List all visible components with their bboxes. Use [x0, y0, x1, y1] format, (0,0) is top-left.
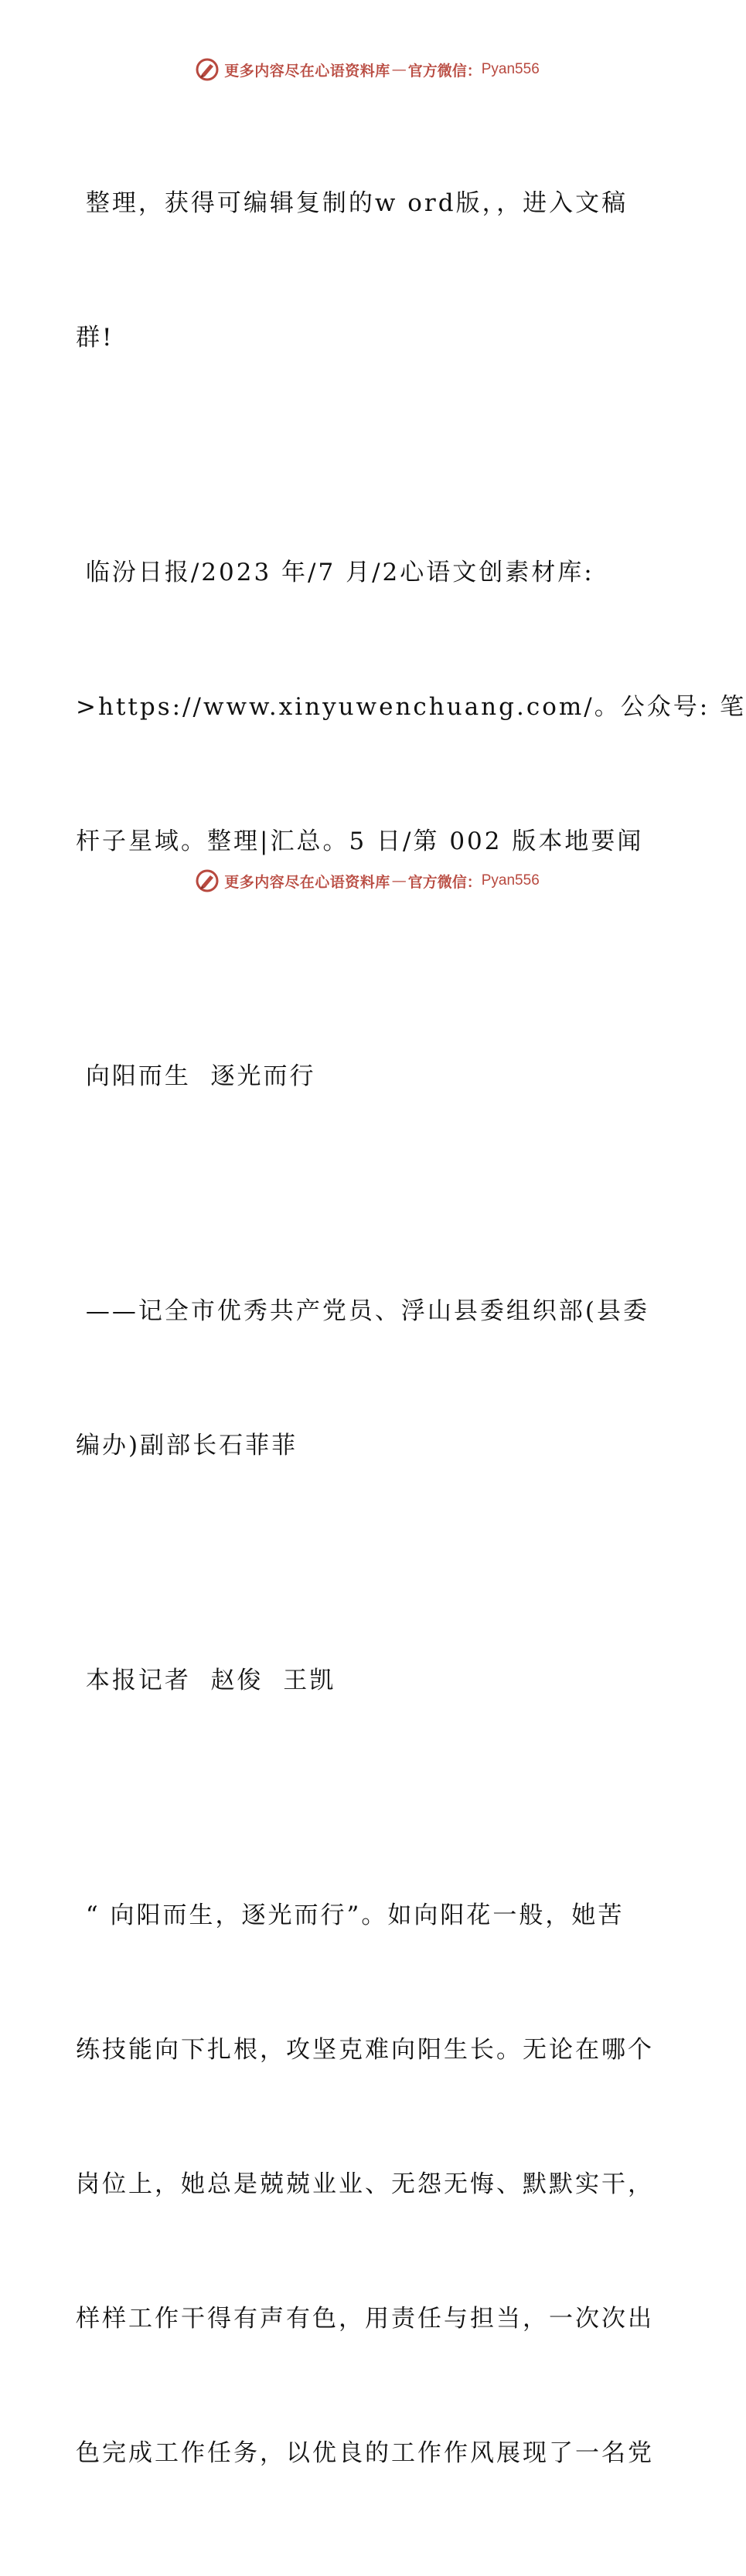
headline	[76, 964, 663, 1188]
text-line: 岗位上，她总是兢兢业业、无怨无悔、默默实干，	[76, 2170, 654, 2198]
text-line: 本报记者 赵俊 王凯	[76, 1667, 336, 1694]
text-line: 杆子星域。整理|汇总。5 日/第 002 版本地要闻	[76, 828, 644, 855]
banner-wechat-label: 官方微信：	[407, 873, 482, 891]
subtitle	[76, 1199, 663, 1558]
text-line: ——记全市优秀共产党员、浮山县委组织部(县委	[76, 1297, 649, 1325]
text-line: 色完成工作任务，以优良的工作作风展现了一名党	[76, 2439, 654, 2467]
text-line: >https://www.xinyuwenchuang.com/。公众号: 笔	[76, 693, 746, 721]
text-line: 向阳而生 逐光而行	[76, 1062, 316, 1090]
banner-text: 更多内容尽在心语资料库	[224, 62, 390, 80]
header-banner	[0, 56, 734, 83]
footer-banner	[0, 867, 734, 895]
text-line: “ 向阳而生，逐光而行”。如向阳花一般，她苦	[76, 1901, 625, 1929]
body-paragraph	[76, 1803, 663, 2565]
text-line: 群!	[76, 324, 114, 352]
banner-wechat-id: Pyan556	[481, 872, 540, 889]
text-line: 整理，获得可编辑复制的w ord版，，进入文稿	[76, 189, 628, 217]
banner-dash: —	[391, 872, 407, 889]
text-line: 练技能向下扎根，攻坚克难向阳生长。无论在哪个	[76, 2036, 654, 2064]
pen-logo-icon	[195, 868, 220, 893]
byline	[76, 1568, 663, 1793]
banner-dash: —	[391, 61, 407, 78]
banner-wechat-id: Pyan556	[481, 61, 540, 77]
intro-paragraph	[76, 91, 663, 450]
text-line: 临汾日报/2023 年/7 月/2心语文创素材库:	[76, 559, 594, 586]
document-body	[76, 91, 746, 2576]
text-line: 样样工作干得有声有色，用责任与担当，一次次出	[76, 2305, 654, 2333]
banner-text: 更多内容尽在心语资料库	[224, 873, 390, 891]
pen-logo-icon	[195, 57, 220, 82]
text-line: 编办)副部长石菲菲	[76, 1432, 298, 1460]
banner-wechat-label: 官方微信：	[407, 62, 482, 80]
